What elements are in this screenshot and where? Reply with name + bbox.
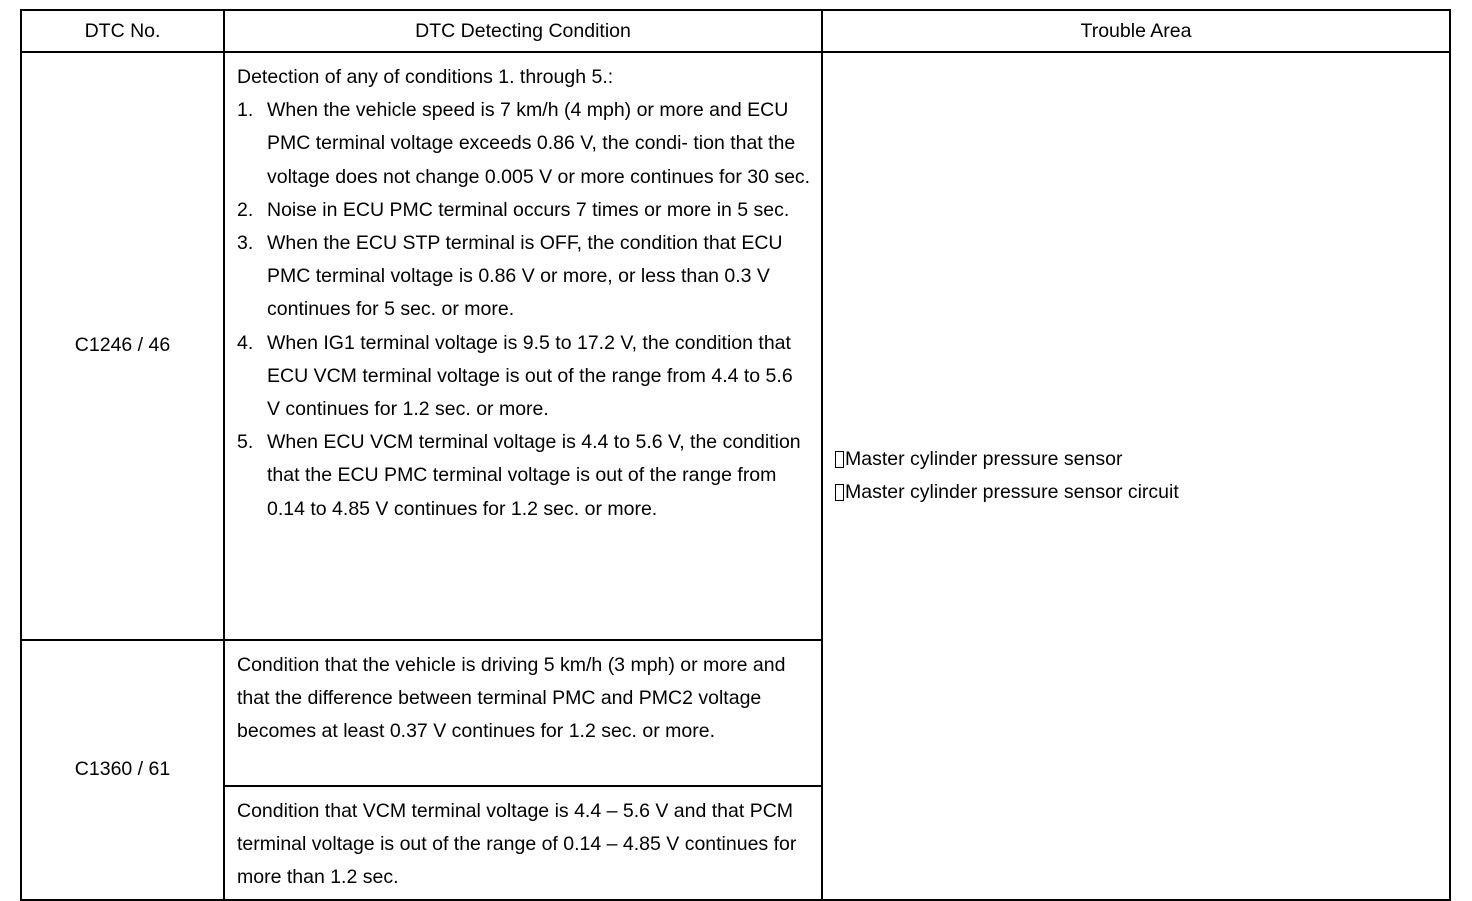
- condition-list: [237, 94, 811, 526]
- list-item: [237, 327, 811, 427]
- bullet-box-icon: [835, 484, 844, 501]
- item-number: 4.: [237, 331, 254, 354]
- list-item: [237, 194, 811, 227]
- list-item: [237, 227, 811, 327]
- bullet-box-icon: [835, 451, 844, 468]
- item-number: 3.: [237, 232, 254, 255]
- header-row: [21, 10, 1450, 52]
- dtc-code-c1246: C1246 / 46: [21, 52, 224, 640]
- list-item: [237, 94, 811, 194]
- list-item: [835, 443, 1439, 476]
- list-item: [835, 476, 1439, 509]
- trouble-area-item: Master cylinder pressure sensor circuit: [845, 480, 1179, 503]
- header-detecting-condition: DTC Detecting Condition: [224, 10, 822, 52]
- item-text: When the vehicle speed is 7 km/h (4 mph) or more and ECU PMC terminal voltage exceeds 0.86 V, the condi- tion that the voltage does not change 0.005 V or more continues for 30 sec.: [267, 99, 811, 188]
- item-text: When ECU VCM terminal voltage is 4.4 to 5.6 V, the condition that the ECU PMC terminal voltage is out of the range from 0.14 to 4.85 V continues for 1.2 sec. or more.: [267, 431, 801, 520]
- item-number: 1.: [237, 99, 254, 122]
- trouble-area-item: Master cylinder pressure sensor: [845, 447, 1123, 470]
- item-number: 2.: [237, 198, 254, 221]
- table-row: [21, 52, 1450, 640]
- trouble-area-list: [835, 443, 1439, 509]
- item-text: Noise in ECU PMC terminal occurs 7 times or more in 5 sec.: [267, 198, 790, 221]
- dtc-code-c1360: C1360 / 61: [21, 640, 224, 900]
- header-trouble-area: Trouble Area: [822, 10, 1450, 52]
- list-item: [237, 426, 811, 526]
- trouble-area-cell: [822, 52, 1450, 900]
- condition-cell-c1360-a: Condition that the vehicle is driving 5 km/h (3 mph) or more and that the difference between terminal PMC and PMC2 voltage becomes at least 0.37 V continues for 1.2 sec. or more.: [224, 640, 822, 786]
- header-dtc-no: DTC No.: [21, 10, 224, 52]
- dtc-table: [20, 9, 1451, 901]
- item-number: 5.: [237, 431, 254, 454]
- item-text: When the ECU STP terminal is OFF, the condition that ECU PMC terminal voltage is 0.86 V or more, or less than 0.3 V continues for 5 sec. or more.: [267, 232, 783, 321]
- item-text: When IG1 terminal voltage is 9.5 to 17.2 V, the condition that ECU VCM terminal voltage is out of the range from 4.4 to 5.6 V continues for 1.2 sec. or more.: [267, 331, 793, 421]
- condition-cell-c1360-b: Condition that VCM terminal voltage is 4.4 – 5.6 V and that PCM terminal voltage is out of the range of 0.14 – 4.85 V continues for more than 1.2 sec.: [224, 786, 822, 900]
- condition-intro: Detection of any of conditions 1. through 5.:: [237, 66, 614, 88]
- condition-cell-c1246: [224, 52, 822, 640]
